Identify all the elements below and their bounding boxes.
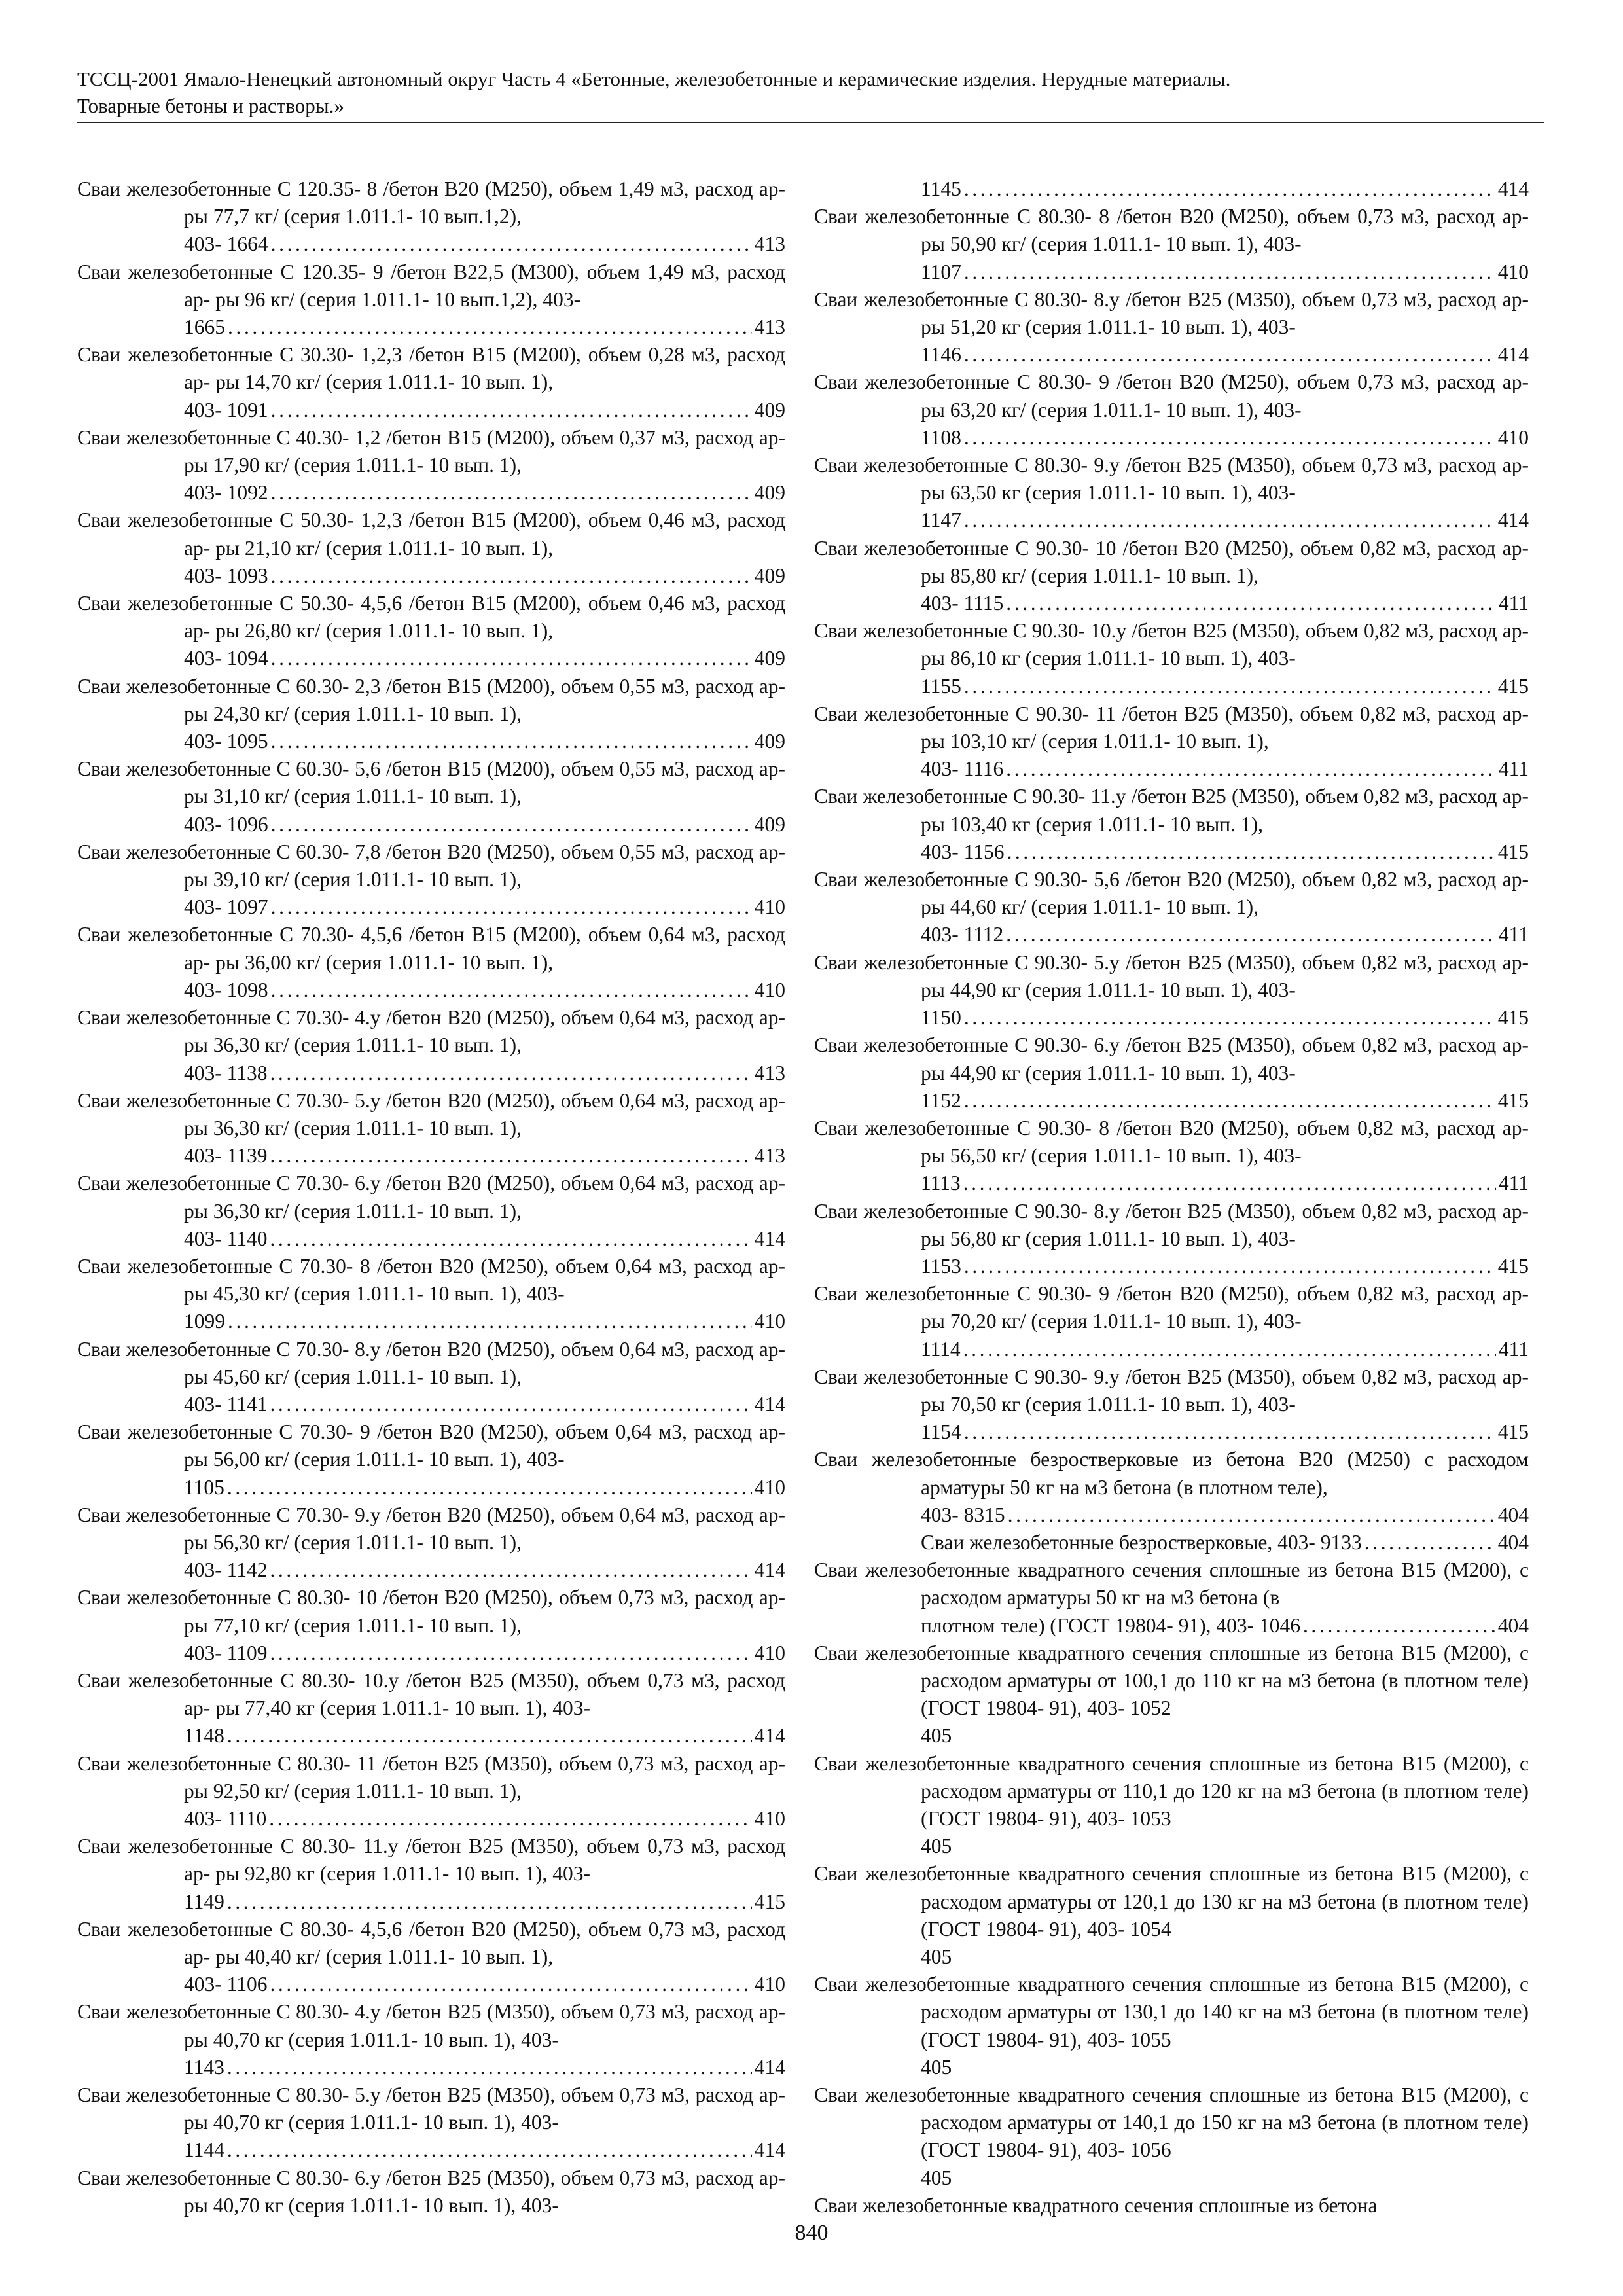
index-entry — [814, 1115, 1529, 1198]
dot-leader — [964, 507, 1495, 534]
index-entry — [77, 175, 785, 259]
entry-last-text: 403- 1156 — [921, 840, 1005, 863]
entry-last-text: 403- 1095 — [184, 730, 268, 753]
entry-leader-line — [184, 1722, 785, 1749]
dot-leader — [271, 479, 752, 507]
dot-leader — [227, 2054, 752, 2081]
page-ref: 410 — [1497, 260, 1529, 283]
index-entry — [814, 2192, 1529, 2219]
entry-last-text: 403- 1092 — [184, 481, 268, 505]
entry-last-text: 403- 1142 — [184, 1558, 268, 1582]
dot-leader — [271, 562, 752, 590]
page-ref: 414 — [754, 2055, 785, 2079]
index-entry — [814, 1280, 1529, 1363]
entry-leader-line — [921, 1418, 1529, 1446]
entry-last-text: 1108 — [921, 425, 961, 449]
entry-text: Сваи железобетонные С 70.30- 5.у /бетон В20 (М250), объем 0,64 м3, расход ар- ры 36,30 кг/ (серия 1.011.1- 10 вып. 1), — [77, 1088, 785, 1139]
dot-leader — [270, 1640, 751, 1667]
entry-leader-line — [921, 1253, 1529, 1280]
entry-leader-line — [921, 1170, 1529, 1197]
entry-text: Сваи железобетонные квадратного сечения сплошные из бетона — [814, 2193, 1378, 2217]
entry-last-text: 403- 1138 — [184, 1061, 268, 1085]
index-entry — [77, 1004, 785, 1087]
index-entry — [77, 341, 785, 424]
index-entry — [77, 673, 785, 756]
page-ref: 411 — [1498, 757, 1529, 781]
dot-leader — [964, 1253, 1495, 1280]
page-ref: 410 — [754, 1973, 785, 1996]
dot-leader — [270, 1971, 751, 1998]
page-ref: 411 — [1498, 592, 1529, 615]
page-ref: 413 — [754, 315, 785, 339]
page-ref: 410 — [754, 895, 785, 919]
index-entry — [77, 1998, 785, 2081]
page-ref: 409 — [754, 481, 785, 505]
entry-last-text: 1114 — [921, 1337, 961, 1361]
page-ref: 410 — [754, 1806, 785, 1830]
entry-leader-line — [184, 1474, 785, 1501]
entry-leader-line — [921, 507, 1529, 534]
index-entry — [77, 1336, 785, 1419]
entry-last-text: 403- 1141 — [184, 1392, 268, 1416]
entry-last-text: 1148 — [184, 1724, 224, 1748]
entry-text: Сваи железобетонные квадратного сечения сплошные из бетона В15 (М200), с расходом арматуры от 110,1 до 120 кг на м3 бетона (в плотном теле) (ГОСТ 19804- 91), 403- 1053 — [814, 1751, 1529, 1830]
page-ref: 411 — [1498, 923, 1529, 946]
entry-last-text: 1153 — [921, 1254, 961, 1278]
index-entry — [77, 1501, 785, 1585]
entry-text: Сваи железобетонные С 50.30- 1,2,3 /бетон В15 (М200), объем 0,46 м3, расход ар- ры 21,10 кг/ (серия 1.011.1- 10 вып. 1), — [77, 509, 785, 560]
entry-text: Сваи железобетонные С 120.35- 8 /бетон В20 (М250), объем 1,49 м3, расход ар- ры 77,7 кг/ (серия 1.011.1- 10 вып.1,2), — [77, 177, 785, 228]
page-ref: 414 — [1497, 177, 1529, 200]
entry-text: Сваи железобетонные С 60.30- 5,6 /бетон В15 (М200), объем 0,55 м3, расход ар- ры 31,10 кг/ (серия 1.011.1- 10 вып. 1), — [77, 757, 785, 808]
dot-leader — [270, 1142, 751, 1170]
entry-last-text: 403- 1098 — [184, 978, 268, 1001]
entry-text: Сваи железобетонные С 90.30- 11.у /бетон В25 (М350), объем 0,82 м3, расход ар- ры 103,40 кг (серия 1.011.1- 10 вып. 1), — [814, 785, 1529, 836]
entry-leader-line — [921, 1529, 1529, 1556]
index-entry — [814, 2081, 1529, 2192]
entry-leader-line — [184, 1225, 785, 1253]
index-entry — [77, 1667, 785, 1750]
index-entry — [77, 755, 785, 838]
entry-text: Сваи железобетонные квадратного сечения сплошные из бетона В15 (М200), с расходом арматуры от 120,1 до 130 кг на м3 бетона (в плотном теле) (ГОСТ 19804- 91), 403- 1054 — [814, 1862, 1529, 1941]
index-entry — [814, 1198, 1529, 1281]
page-ref: 414 — [754, 1392, 785, 1416]
dot-leader — [270, 1391, 751, 1418]
entry-text: Сваи железобетонные С 80.30- 10.у /бетон В25 (М350), объем 0,73 м3, расход ар- ры 77,40 кг (серия 1.011.1- 10 вып. 1), 403- — [77, 1668, 785, 1720]
dot-leader — [1006, 921, 1496, 948]
entry-last-text: 403- 1110 — [184, 1806, 267, 1830]
entry-text: Сваи железобетонные С 80.30- 5.у /бетон В25 (М350), объем 0,73 м3, расход ар- ры 40,70 кг (серия 1.011.1- 10 вып. 1), 403- — [77, 2083, 785, 2134]
page-number: 840 — [794, 2221, 829, 2245]
header-line-1: ТССЦ-2001 Ямало-Ненецкий автономный округ Часть 4 «Бетонные, железобетонные и керамические изделия. Нерудные материалы. — [77, 67, 1231, 90]
index-entry — [814, 1529, 1529, 1556]
entry-leader-line — [921, 755, 1529, 783]
entry-text: Сваи железобетонные квадратного сечения сплошные из бетона В15 (М200), с расходом арматуры от 130,1 до 140 кг на м3 бетона (в плотном теле) (ГОСТ 19804- 91), 403- 1055 — [814, 1973, 1529, 2051]
index-entry — [814, 1640, 1529, 1750]
page-ref: 405 — [921, 2055, 952, 2079]
entry-text: Сваи железобетонные квадратного сечения сплошные из бетона В15 (М200), с расходом арматуры от 140,1 до 150 кг на м3 бетона (в плотном теле) (ГОСТ 19804- 91), 403- 1056 — [814, 2083, 1529, 2162]
entry-last-text: Сваи железобетонные безростверковые, 403- 9133 — [921, 1530, 1362, 1554]
entry-last-text: 1150 — [921, 1006, 961, 1030]
index-entry — [814, 1556, 1529, 1640]
entry-last-text: 1155 — [921, 674, 961, 698]
entry-last-text: 403- 1115 — [921, 592, 1004, 615]
entry-text: Сваи железобетонные С 60.30- 7,8 /бетон В20 (М250), объем 0,55 м3, расход ар- ры 39,10 кг/ (серия 1.011.1- 10 вып. 1), — [77, 840, 785, 891]
index-entry — [814, 286, 1529, 369]
entry-text: Сваи железобетонные квадратного сечения сплошные из бетона В15 (М200), с расходом арматуры 50 кг на м3 бетона (в — [814, 1558, 1529, 1609]
page-ref: 410 — [754, 1641, 785, 1664]
entry-text: Сваи железобетонные С 80.30- 4,5,6 /бетон В20 (М250), объем 0,73 м3, расход ар- ры 40,40 кг/ (серия 1.011.1- 10 вып. 1), — [77, 1917, 785, 1968]
entry-text: Сваи железобетонные С 80.30- 8.у /бетон В25 (М350), объем 0,73 м3, расход ар- ры 51,20 кг (серия 1.011.1- 10 вып. 1), 403- — [814, 287, 1529, 339]
page-ref: 411 — [1498, 1337, 1529, 1361]
dot-leader — [964, 1087, 1495, 1115]
index-entry — [77, 507, 785, 590]
index-entry — [77, 424, 785, 507]
page-ref: 413 — [754, 232, 785, 256]
entry-last-text: 403- 1096 — [184, 812, 268, 836]
entry-text: Сваи железобетонные С 80.30- 6.у /бетон В25 (М350), объем 0,73 м3, расход ар- ры 40,70 кг (серия 1.011.1- 10 вып. 1), 403- — [77, 2166, 785, 2217]
page-ref: 405 — [921, 1835, 952, 1858]
dot-leader — [271, 230, 752, 258]
dot-leader — [271, 977, 752, 1004]
entry-last-text: 403- 1109 — [184, 1641, 268, 1664]
page-ref: 409 — [754, 564, 785, 587]
entry-leader-line — [184, 977, 785, 1004]
index-entry — [814, 535, 1529, 618]
dot-leader — [963, 1336, 1496, 1363]
entry-last-text: 403- 1664 — [184, 232, 268, 256]
entry-last-text: 403- 1094 — [184, 647, 268, 670]
dot-leader — [271, 728, 752, 755]
page-ref: 415 — [1497, 1420, 1529, 1444]
dot-leader — [270, 1225, 751, 1253]
entry-last-text: 1143 — [184, 2055, 224, 2079]
header-line-2: Товарные бетоны и растворы.» — [77, 94, 344, 117]
entry-text: Сваи железобетонные С 80.30- 11 /бетон В25 (М350), объем 0,73 м3, расход ар- ры 92,50 кг/ (серия 1.011.1- 10 вып. 1), — [77, 1751, 785, 1803]
entry-leader-line — [921, 838, 1529, 866]
entry-last-text: плотном теле) (ГОСТ 19804- 91), 403- 1046 — [921, 1613, 1300, 1637]
page-ref: 404 — [1497, 1530, 1529, 1554]
dot-leader — [1008, 1501, 1495, 1529]
index-entry — [77, 921, 785, 1004]
index-entry — [77, 2164, 785, 2219]
entry-leader-line — [921, 259, 1529, 286]
index-entry — [814, 1031, 1529, 1115]
entry-text: Сваи железобетонные С 90.30- 10 /бетон В20 (М250), объем 0,82 м3, расход ар- ры 85,80 кг/ (серия 1.011.1- 10 вып. 1), — [814, 536, 1529, 587]
dot-leader — [964, 1418, 1495, 1446]
dot-leader — [227, 1722, 752, 1749]
page-ref: 410 — [754, 1310, 785, 1333]
page-ref: 405 — [921, 1945, 952, 1968]
dot-leader — [964, 341, 1495, 368]
page-ref: 409 — [754, 398, 785, 422]
index-entry — [814, 368, 1529, 452]
entry-text: Сваи железобетонные С 90.30- 6.у /бетон В25 (М350), объем 0,82 м3, расход ар- ры 44,90 кг (серия 1.011.1- 10 вып. 1), 403- — [814, 1033, 1529, 1085]
entry-last-text: 403- 1116 — [921, 757, 1004, 781]
entry-text: Сваи железобетонные С 70.30- 9 /бетон В20 (М250), объем 0,64 м3, расход ар- ры 56,00 кг/ (серия 1.011.1- 10 вып. 1), 403- — [77, 1420, 785, 1471]
page-ref: 409 — [754, 730, 785, 753]
page-ref: 409 — [754, 812, 785, 836]
page-ref: 411 — [1498, 1172, 1529, 1195]
entry-leader-line — [921, 1087, 1529, 1115]
entry-text: Сваи железобетонные С 90.30- 10.у /бетон В25 (М350), объем 0,82 м3, расход ар- ры 86,10 кг (серия 1.011.1- 10 вып. 1), 403- — [814, 619, 1529, 670]
entry-text: Сваи железобетонные С 90.30- 5,6 /бетон В20 (М250), объем 0,82 м3, расход ар- ры 44,60 кг/ (серия 1.011.1- 10 вып. 1), — [814, 868, 1529, 919]
entry-leader-line — [184, 811, 785, 838]
page-ref: 409 — [754, 647, 785, 670]
entry-text: Сваи железобетонные С 70.30- 9.у /бетон В20 (М250), объем 0,64 м3, расход ар- ры 56,30 кг/ (серия 1.011.1- 10 вып. 1), — [77, 1503, 785, 1554]
index-entry — [814, 949, 1529, 1032]
index-entry — [814, 1750, 1529, 1861]
entry-last-text: 1154 — [921, 1420, 961, 1444]
entry-text: Сваи железобетонные квадратного сечения сплошные из бетона В15 (М200), с расходом арматуры от 100,1 до 110 кг на м3 бетона (в плотном теле) (ГОСТ 19804- 91), 403- 1052 — [814, 1641, 1529, 1720]
entry-text: Сваи железобетонные С 80.30- 4.у /бетон В25 (М350), объем 0,73 м3, расход ар- ры 40,70 кг (серия 1.011.1- 10 вып. 1), 403- — [77, 2000, 785, 2051]
entry-last-text: 403- 1112 — [921, 923, 1004, 946]
dot-leader — [271, 645, 752, 672]
page-ref: 415 — [754, 1890, 785, 1913]
entry-last-text: 403- 1097 — [184, 895, 268, 919]
index-entry — [77, 2081, 785, 2164]
index-column-right — [814, 175, 1529, 2219]
dot-leader — [228, 314, 752, 341]
page-ref: 405 — [921, 2166, 952, 2189]
dot-leader — [964, 175, 1495, 203]
entry-leader-line — [921, 1612, 1529, 1640]
entry-last-text: 403- 8315 — [921, 1503, 1005, 1526]
index-entry — [77, 1253, 785, 1336]
entry-last-text: 403- 1106 — [184, 1973, 268, 1996]
index-entry — [814, 1446, 1529, 1529]
dot-leader — [964, 1004, 1495, 1031]
entry-last-text: 1147 — [921, 509, 961, 532]
entry-last-text: 1105 — [184, 1475, 224, 1499]
entry-leader-line — [184, 2054, 785, 2081]
entry-last-text: 1145 — [921, 177, 961, 200]
entry-last-text: 1113 — [921, 1172, 961, 1195]
index-entry — [814, 1971, 1529, 2081]
entry-leader-line — [921, 1004, 1529, 1031]
entry-last-text: 1144 — [184, 2138, 224, 2162]
entry-leader-line — [921, 424, 1529, 452]
index-entry — [77, 1170, 785, 1253]
dot-leader — [964, 259, 1495, 286]
entry-text: Сваи железобетонные С 70.30- 6.у /бетон В20 (М250), объем 0,64 м3, расход ар- ры 36,30 кг/ (серия 1.011.1- 10 вып. 1), — [77, 1172, 785, 1223]
dot-leader — [964, 424, 1495, 452]
entry-leader-line — [184, 893, 785, 921]
page-ref: 414 — [754, 2138, 785, 2162]
entry-last-text: 1149 — [184, 1890, 224, 1913]
dot-leader — [227, 1888, 752, 1916]
page-ref: 415 — [1497, 674, 1529, 698]
index-entry — [814, 203, 1529, 286]
entry-leader-line — [184, 728, 785, 755]
entry-leader-line — [921, 341, 1529, 368]
entry-leader-line — [184, 1805, 785, 1833]
entry-text: Сваи железобетонные С 70.30- 8 /бетон В20 (М250), объем 0,64 м3, расход ар- ры 45,30 кг/ (серия 1.011.1- 10 вып. 1), 403- — [77, 1254, 785, 1306]
entry-last-text: 1665 — [184, 315, 225, 339]
entry-leader-line — [184, 314, 785, 341]
entry-text: Сваи железобетонные С 80.30- 9.у /бетон В25 (М350), объем 0,73 м3, расход ар- ры 63,50 кг (серия 1.011.1- 10 вып. 1), 403- — [814, 454, 1529, 505]
entry-leader-line — [184, 230, 785, 258]
page-ref: 404 — [1497, 1613, 1529, 1637]
dot-leader — [1303, 1612, 1495, 1640]
dot-leader — [271, 893, 752, 921]
index-entry — [814, 700, 1529, 783]
running-header — [77, 65, 1544, 119]
entry-leader-line — [184, 1640, 785, 1667]
page-ref: 414 — [1497, 509, 1529, 532]
dot-leader — [964, 673, 1495, 700]
dot-leader — [270, 1060, 751, 1087]
page-ref: 414 — [1497, 343, 1529, 367]
dot-leader — [269, 1805, 751, 1833]
page-ref: 415 — [1497, 1088, 1529, 1112]
entry-text: Сваи железобетонные С 60.30- 2,3 /бетон В15 (М200), объем 0,55 м3, расход ар- ры 24,30 кг/ (серия 1.011.1- 10 вып. 1), — [77, 674, 785, 725]
entry-leader-line — [184, 479, 785, 507]
entry-last-text: 403- 1093 — [184, 564, 268, 587]
entry-leader-line — [921, 673, 1529, 700]
index-entry — [77, 259, 785, 342]
entry-leader-line — [184, 1971, 785, 1998]
entry-text: Сваи железобетонные С 50.30- 4,5,6 /бетон В15 (М200), объем 0,46 м3, расход ар- ры 26,80 кг/ (серия 1.011.1- 10 вып. 1), — [77, 592, 785, 643]
index-column-left — [77, 175, 785, 2219]
index-entry — [814, 1363, 1529, 1446]
entry-text: Сваи железобетонные С 90.30- 11 /бетон В25 (М350), объем 0,82 м3, расход ар- ры 103,10 кг/ (серия 1.011.1- 10 вып. 1), — [814, 702, 1529, 753]
index-entry — [814, 866, 1529, 949]
page-ref: 414 — [754, 1724, 785, 1748]
dot-leader — [271, 397, 752, 424]
entry-text: Сваи железобетонные С 80.30- 9 /бетон В20 (М250), объем 0,73 м3, расход ар- ры 63,20 кг/ (серия 1.011.1- 10 вып. 1), 403- — [814, 370, 1529, 422]
page-ref: 413 — [754, 1061, 785, 1085]
dot-leader — [1006, 755, 1496, 783]
dot-leader — [1007, 838, 1495, 866]
index-entry — [814, 783, 1529, 866]
entry-text: Сваи железобетонные С 30.30- 1,2,3 /бетон В15 (М200), объем 0,28 м3, расход ар- ры 14,70 кг/ (серия 1.011.1- 10 вып. 1), — [77, 343, 785, 394]
index-entry — [77, 1418, 785, 1501]
entry-last-text: 1152 — [921, 1088, 961, 1112]
dot-leader — [1364, 1529, 1495, 1556]
index-entry — [77, 1087, 785, 1170]
page-ref: 405 — [921, 1724, 952, 1748]
entry-last-text: 403- 1091 — [184, 398, 268, 422]
dot-leader — [270, 1556, 751, 1584]
entry-last-text: 403- 1139 — [184, 1144, 268, 1168]
entry-last-text: 1146 — [921, 343, 961, 367]
entry-text: Сваи железобетонные С 90.30- 8 /бетон В20 (М250), объем 0,82 м3, расход ар- ры 56,50 кг/ (серия 1.011.1- 10 вып. 1), 403- — [814, 1116, 1529, 1168]
entry-leader-line — [921, 921, 1529, 948]
entry-text: Сваи железобетонные С 80.30- 10 /бетон В20 (М250), объем 0,73 м3, расход ар- ры 77,10 кг/ (серия 1.011.1- 10 вып. 1), — [77, 1586, 785, 1637]
entry-text: Сваи железобетонные С 80.30- 8 /бетон В20 (М250), объем 0,73 м3, расход ар- ры 50,90 кг/ (серия 1.011.1- 10 вып. 1), 403- — [814, 205, 1529, 256]
page-ref: 410 — [754, 978, 785, 1001]
index-entry — [77, 1584, 785, 1667]
dot-leader — [227, 1474, 752, 1501]
index-entry — [77, 1750, 785, 1833]
entry-last-text: 1107 — [921, 260, 961, 283]
page-ref: 413 — [754, 1144, 785, 1168]
entry-leader-line — [921, 1501, 1529, 1529]
entry-leader-line — [184, 1391, 785, 1418]
entry-text: Сваи железобетонные С 70.30- 4,5,6 /бетон В15 (М200), объем 0,64 м3, расход ар- ры 36,00 кг/ (серия 1.011.1- 10 вып. 1), — [77, 923, 785, 974]
entry-last-text: 403- 1140 — [184, 1227, 268, 1250]
entry-text: Сваи железобетонные С 40.30- 1,2 /бетон В15 (М200), объем 0,37 м3, расход ар- ры 17,90 кг/ (серия 1.011.1- 10 вып. 1), — [77, 425, 785, 477]
index-entry — [77, 590, 785, 673]
page-ref: 414 — [754, 1558, 785, 1582]
entry-text: Сваи железобетонные С 90.30- 5.у /бетон В25 (М350), объем 0,82 м3, расход ар- ры 44,90 кг (серия 1.011.1- 10 вып. 1), 403- — [814, 950, 1529, 1001]
entry-text: Сваи железобетонные С 80.30- 11.у /бетон В25 (М350), объем 0,73 м3, расход ар- ры 92,80 кг (серия 1.011.1- 10 вып. 1), 403- — [77, 1835, 785, 1886]
entry-text: Сваи железобетонные С 70.30- 8.у /бетон В20 (М250), объем 0,64 м3, расход ар- ры 45,60 кг/ (серия 1.011.1- 10 вып. 1), — [77, 1337, 785, 1388]
index-entry — [77, 1833, 785, 1916]
entry-text: Сваи железобетонные С 70.30- 4.у /бетон В20 (М250), объем 0,64 м3, расход ар- ры 36,30 кг/ (серия 1.011.1- 10 вып. 1), — [77, 1006, 785, 1057]
page-ref: 415 — [1497, 1254, 1529, 1278]
index-entry — [814, 452, 1529, 535]
entry-text: Сваи железобетонные С 120.35- 9 /бетон В22,5 (М300), объем 1,49 м3, расход ар- ры 96 кг/ (серия 1.011.1- 10 вып.1,2), 403- — [77, 260, 785, 311]
page-ref: 414 — [754, 1227, 785, 1250]
entry-leader-line — [921, 590, 1529, 617]
entry-leader-line — [184, 1556, 785, 1584]
entry-leader-line — [184, 1308, 785, 1335]
entry-leader-line — [184, 562, 785, 590]
entry-leader-line — [184, 645, 785, 672]
entry-leader-line — [184, 2136, 785, 2164]
index-entry — [77, 1916, 785, 1999]
entry-leader-line — [184, 1888, 785, 1916]
dot-leader — [963, 1170, 1496, 1197]
entry-text: Сваи железобетонные С 90.30- 8.у /бетон В25 (М350), объем 0,82 м3, расход ар- ры 56,80 кг (серия 1.011.1- 10 вып. 1), 403- — [814, 1199, 1529, 1250]
dot-leader — [271, 811, 752, 838]
page-ref: 410 — [754, 1475, 785, 1499]
entry-last-text: 1099 — [184, 1310, 225, 1333]
index-entry — [77, 838, 785, 922]
entry-text: Сваи железобетонные С 90.30- 9 /бетон В20 (М250), объем 0,82 м3, расход ар- ры 70,20 кг/ (серия 1.011.1- 10 вып. 1), 403- — [814, 1282, 1529, 1333]
page-ref: 410 — [1497, 425, 1529, 449]
page-ref: 415 — [1497, 840, 1529, 863]
entry-text: Сваи железобетонные безростверковые из бетона В20 (М250) с расходом арматуры 50 кг на м3 бетона (в плотном теле), — [814, 1448, 1529, 1499]
dot-leader — [227, 2136, 752, 2164]
index-entry — [814, 1860, 1529, 1971]
index-entry — [814, 175, 1529, 203]
dot-leader — [1006, 590, 1496, 617]
header-rule — [77, 122, 1544, 123]
entry-leader-line — [184, 397, 785, 424]
page-ref: 415 — [1497, 1006, 1529, 1030]
page-ref: 404 — [1497, 1503, 1529, 1526]
entry-leader-line — [921, 1336, 1529, 1363]
entry-leader-line — [184, 1142, 785, 1170]
index-entry — [814, 617, 1529, 700]
entry-leader-line — [184, 1060, 785, 1087]
dot-leader — [228, 1308, 752, 1335]
entry-leader-line — [921, 175, 1529, 203]
entry-text: Сваи железобетонные С 90.30- 9.у /бетон В25 (М350), объем 0,82 м3, расход ар- ры 70,50 кг (серия 1.011.1- 10 вып. 1), 403- — [814, 1365, 1529, 1416]
